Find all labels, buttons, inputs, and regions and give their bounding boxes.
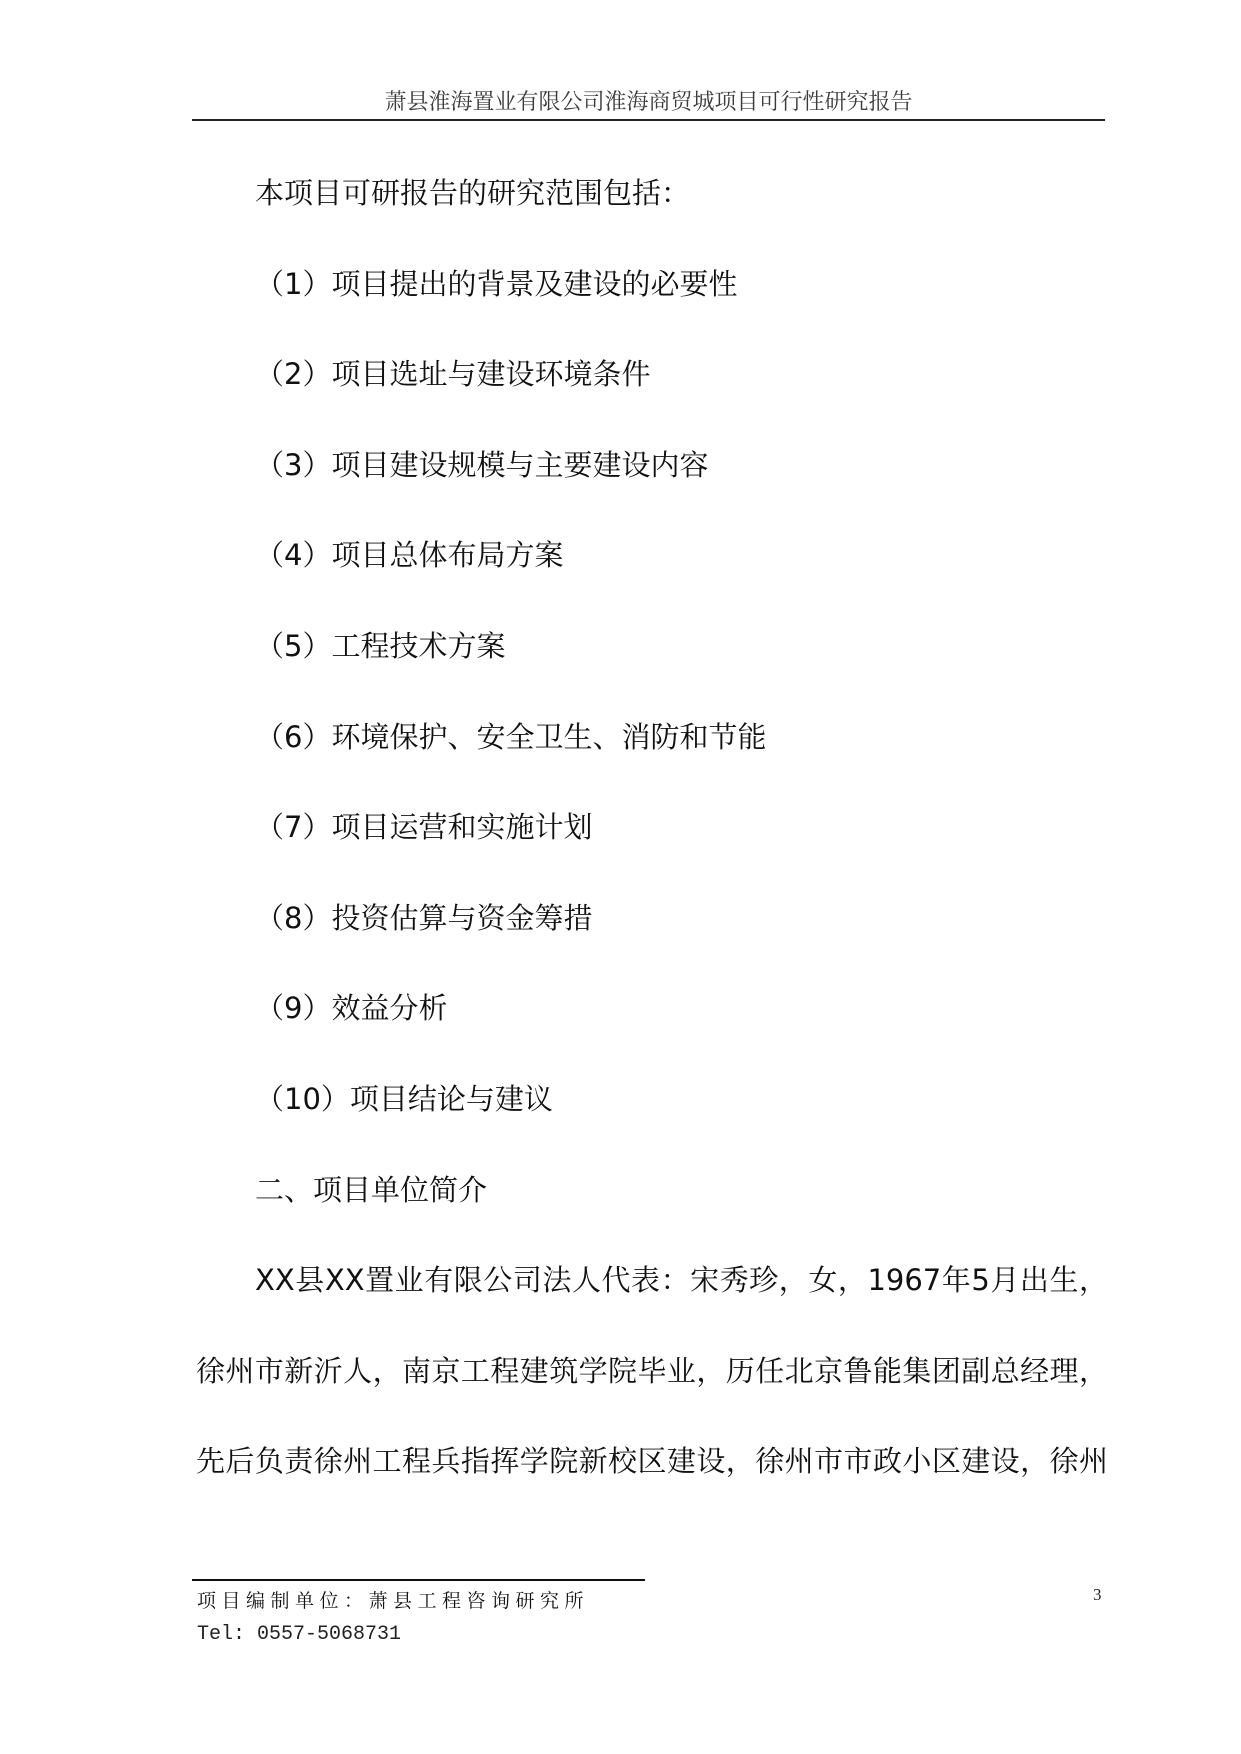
prepared-by-text: 项目编制单位：萧县工程咨询研究所 (197, 1590, 590, 1612)
paragraph-line: 徐州市新沂人，南京工程建筑学院毕业，历任北京鲁能集团副总经理， (196, 1353, 1108, 1388)
paragraph-line: 先后负责徐州工程兵指挥学院新校区建设，徐州市市政小区建设，徐州 (196, 1444, 1108, 1479)
intro-line: 本项目可研报告的研究范围包括： (255, 176, 691, 210)
header-rule (192, 119, 1105, 121)
scope-item: （2）项目选址与建设环境条件 (255, 357, 651, 392)
page-number: 3 (1093, 1585, 1102, 1604)
scope-item: （6）环境保护、安全卫生、消防和节能 (255, 719, 767, 754)
scope-item: （4）项目总体布局方案 (255, 538, 564, 573)
telephone-text: Tel: 0557-5068731 (197, 1623, 402, 1646)
page-body (196, 148, 1108, 1507)
scope-list (196, 239, 1108, 1145)
scope-item: （8）投资估算与资金筹措 (255, 900, 593, 935)
scope-item: （9）效益分析 (255, 991, 448, 1026)
scope-item: （5）工程技术方案 (255, 628, 506, 663)
footer-rule (192, 1579, 645, 1581)
header-title: 萧县淮海置业有限公司淮海商贸城项目可行性研究报告 (384, 90, 913, 115)
scope-item: （3）项目建设规模与主要建设内容 (255, 447, 709, 482)
scope-item: （7）项目运营和实施计划 (255, 810, 593, 845)
company-profile-paragraph (196, 1235, 1108, 1507)
paragraph-line: XX县XX置业有限公司法人代表：宋秀珍，女，1967年5月出生， (255, 1263, 1108, 1298)
scope-item: （1）项目提出的背景及建设的必要性 (255, 266, 738, 301)
scope-item: （10）项目结论与建议 (255, 1081, 553, 1116)
section-heading: 二、项目单位简介 (255, 1172, 488, 1207)
